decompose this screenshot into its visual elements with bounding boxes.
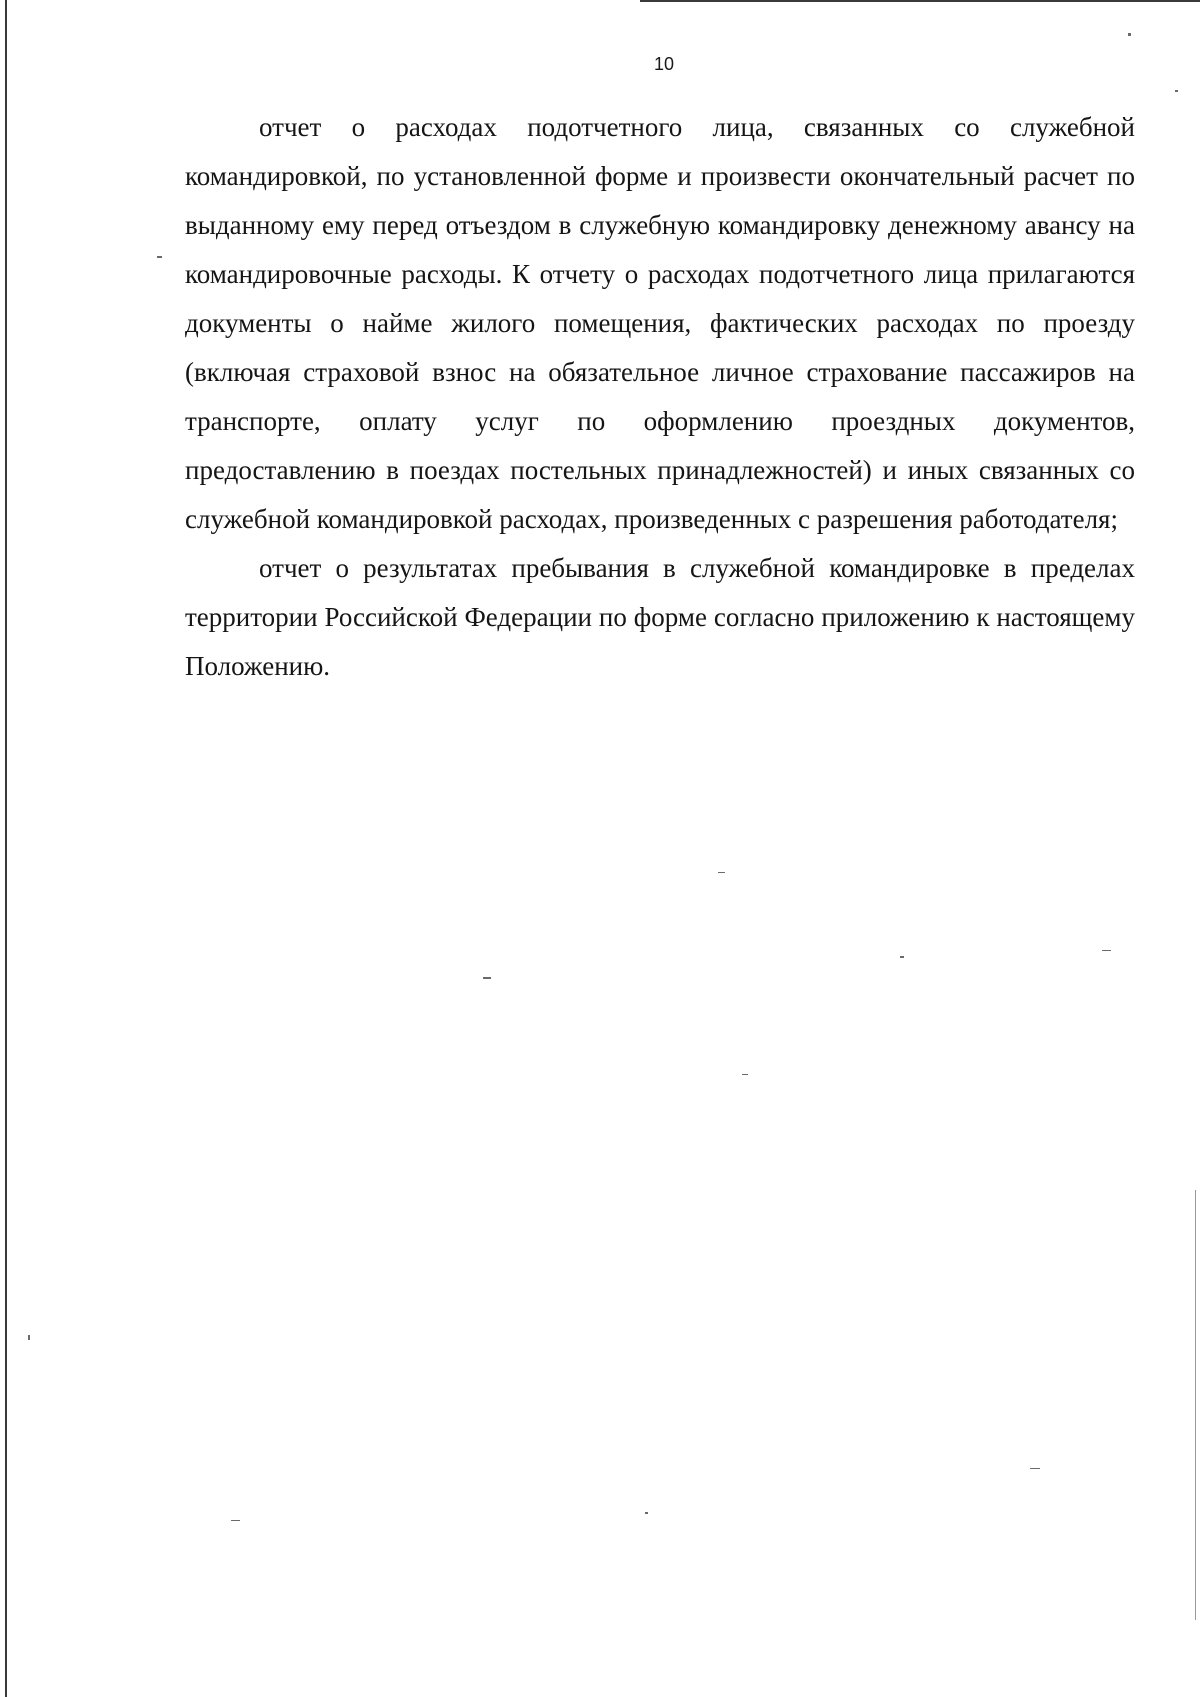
page-number: 10 (653, 54, 675, 74)
scan-speck (157, 256, 162, 258)
scan-speck (645, 1512, 648, 1514)
scan-speck (1102, 950, 1111, 951)
scan-speck (718, 872, 725, 873)
scan-speck (1030, 1468, 1040, 1469)
scan-speck (1175, 90, 1178, 92)
scan-speck (231, 1520, 240, 1521)
scan-edge-left (5, 0, 7, 1697)
scan-speck (28, 1335, 30, 1340)
scan-speck (483, 977, 491, 979)
paragraph-expense-report: отчет о расходах подотчетного лица, связанных со служебной командировкой, по установленной форме и произвести окончательный расчет по выданному ему перед отъездом в служебную командировку денежному авансу на командировочные расходы. К отчету о расходах подотчетного лица прилагаются документы о найме жилого помещения, фактических расходах по проезду (включая страховой взнос на обязательное личное страхование пассажиров на транспорте, оплату услуг по оформлению проездных документов, предоставлению в поездах постельных принадлежностей) и иных связанных со служебной командировкой расходах, произведенных с разрешения работодателя; (185, 112, 1135, 534)
scan-edge-top (640, 0, 1200, 2)
scan-speck (1128, 33, 1131, 36)
scan-edge-right (1195, 1190, 1196, 1620)
paragraph-trip-results-report: отчет о результатах пребывания в служебной командировке в пределах территории Российской Федерации по форме согласно приложению к настоящему Положению. (185, 553, 1135, 681)
scan-speck (742, 1074, 748, 1075)
document-body (185, 103, 1135, 691)
scan-speck (900, 956, 904, 958)
